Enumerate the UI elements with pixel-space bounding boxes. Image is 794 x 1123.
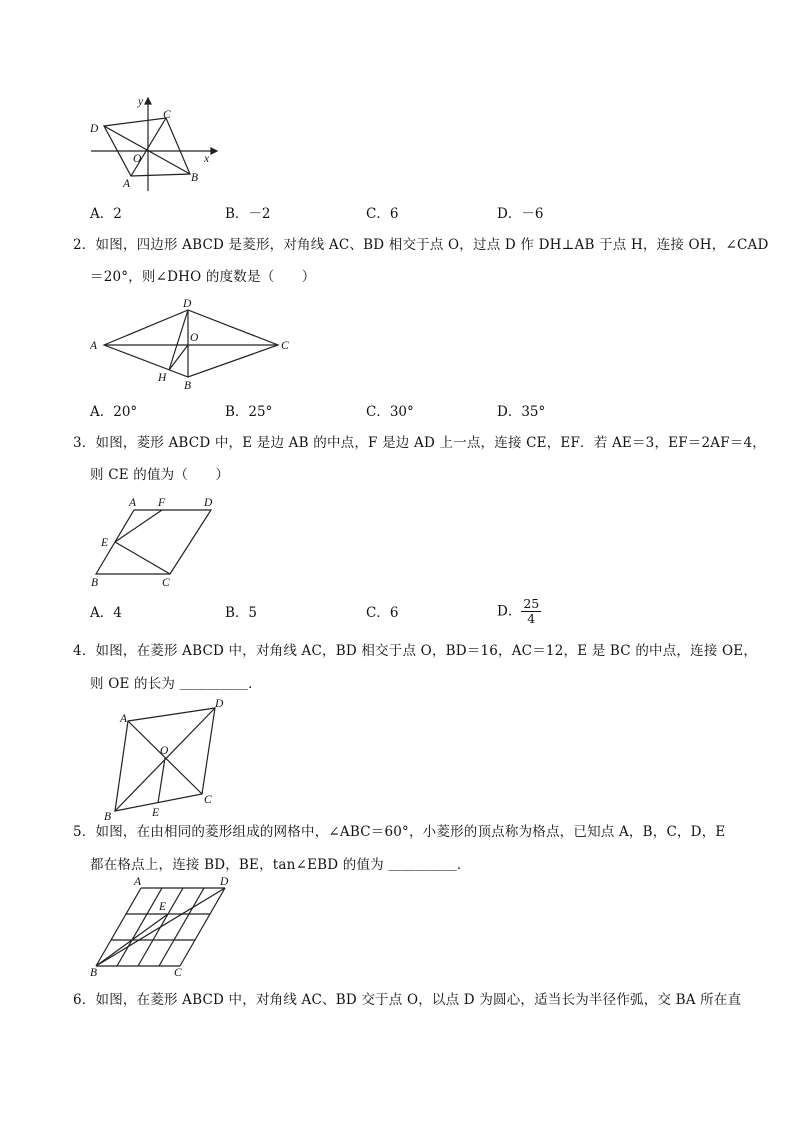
q5-label-c: C (174, 967, 182, 979)
q3-label-e: E (101, 537, 109, 549)
q5-label-b: B (90, 967, 98, 979)
q1-label-y: y (138, 96, 144, 108)
q2-option-c[interactable]: C．30° (366, 404, 414, 420)
q5-text-line1: 5．如图，在由相同的菱形组成的网格中，∠ABC＝60°，小菱形的顶点称为格点，已知点 A，B，C，D，E (73, 824, 726, 840)
q4-label-c: C (204, 794, 212, 806)
q1-label-o: O (133, 153, 142, 165)
q2-option-d[interactable]: D．35° (497, 404, 546, 420)
q3-segment-ef (115, 510, 162, 542)
q3-label-d: D (204, 497, 213, 509)
q1-option-a[interactable]: A．2 (90, 206, 122, 222)
q5-figure (86, 876, 236, 980)
q2-label-a: A (90, 340, 98, 352)
q4-label-d: D (215, 698, 224, 710)
q4-label-a: A (120, 713, 128, 725)
q3-text-line1: 3．如图，菱形 ABCD 中，E 是边 AB 的中点，F 是边 AD 上一点，连接 CE，EF．若 AE＝3，EF＝2AF＝4， (73, 435, 766, 451)
q4-label-b: B (104, 811, 112, 823)
q1-x-arrow (211, 148, 217, 154)
q2-segment-dh (169, 310, 188, 370)
q3-option-d-numerator: 25 (523, 596, 540, 611)
q3-option-d[interactable] (497, 597, 541, 626)
q4-text-line2: 则 OE 的长为 ＿＿＿＿＿． (90, 676, 262, 692)
q3-label-b: B (91, 577, 99, 589)
q2-figure (86, 294, 306, 394)
q3-label-c: C (162, 577, 170, 589)
q1-option-c[interactable]: C．6 (366, 206, 399, 222)
q5-segment-bd (96, 888, 225, 966)
q4-label-o: O (160, 745, 169, 757)
q3-figure (86, 494, 236, 590)
q3-text-line2: 则 CE 的值为（ ） (90, 467, 230, 483)
q4-segment-oe (158, 758, 165, 803)
q1-figure (86, 94, 226, 194)
q2-text-line1: 2．如图，四边形 ABCD 是菱形，对角线 AC、BD 相交于点 O，过点 D 作 DH⊥AB 于点 H，连接 OH，∠CAD (73, 237, 769, 253)
q1-label-x: x (204, 153, 210, 165)
q1-label-a: A (123, 178, 131, 190)
q5-text-line2: 都在格点上，连接 BD，BE，tan∠EBD 的值为 ＿＿＿＿＿． (90, 857, 471, 873)
q3-label-f: F (158, 497, 166, 509)
q3-option-a[interactable]: A．4 (90, 605, 122, 621)
q2-label-c: C (281, 340, 289, 352)
q3-option-b[interactable]: B．5 (225, 605, 258, 621)
q5-label-e: E (159, 901, 167, 913)
q1-y-arrow (145, 98, 151, 104)
q2-option-a[interactable]: A．20° (90, 404, 138, 420)
q4-diagonal-ac (128, 721, 202, 794)
q2-text-line2: ＝20°，则∠DHO 的度数是（ ） (90, 269, 316, 285)
q4-figure (100, 696, 235, 824)
q1-option-d[interactable]: D．－6 (497, 206, 544, 222)
q5-label-d: D (220, 876, 229, 888)
q2-label-b: B (184, 380, 192, 392)
q3-option-d-label: D． (497, 603, 522, 620)
q2-label-d: D (183, 298, 192, 310)
q2-option-b[interactable]: B．25° (225, 404, 273, 420)
q5-label-a: A (134, 876, 142, 888)
q4-label-e: E (152, 807, 160, 819)
q3-option-d-denominator: 4 (527, 611, 536, 626)
q1-label-b: B (191, 172, 199, 184)
q2-label-o: O (190, 332, 199, 344)
q3-option-d-fraction (521, 597, 541, 626)
q2-label-h: H (158, 372, 167, 384)
q1-label-c: C (163, 109, 171, 121)
q4-text-line1: 4．如图，在菱形 ABCD 中，对角线 AC，BD 相交于点 O，BD＝16，AC＝12，E 是 BC 的中点，连接 OE， (73, 643, 758, 659)
q2-segment-oh (169, 345, 188, 370)
q6-text-line1: 6．如图，在菱形 ABCD 中，对角线 AC、BD 交于点 O，以点 D 为圆心，适当长为半径作弧，交 BA 所在直 (73, 992, 742, 1008)
q1-label-d: D (90, 123, 99, 135)
q3-option-c[interactable]: C．6 (366, 605, 399, 621)
q3-label-a: A (129, 497, 137, 509)
q3-segment-ec (115, 542, 170, 574)
q1-option-b[interactable]: B．－2 (225, 206, 271, 222)
